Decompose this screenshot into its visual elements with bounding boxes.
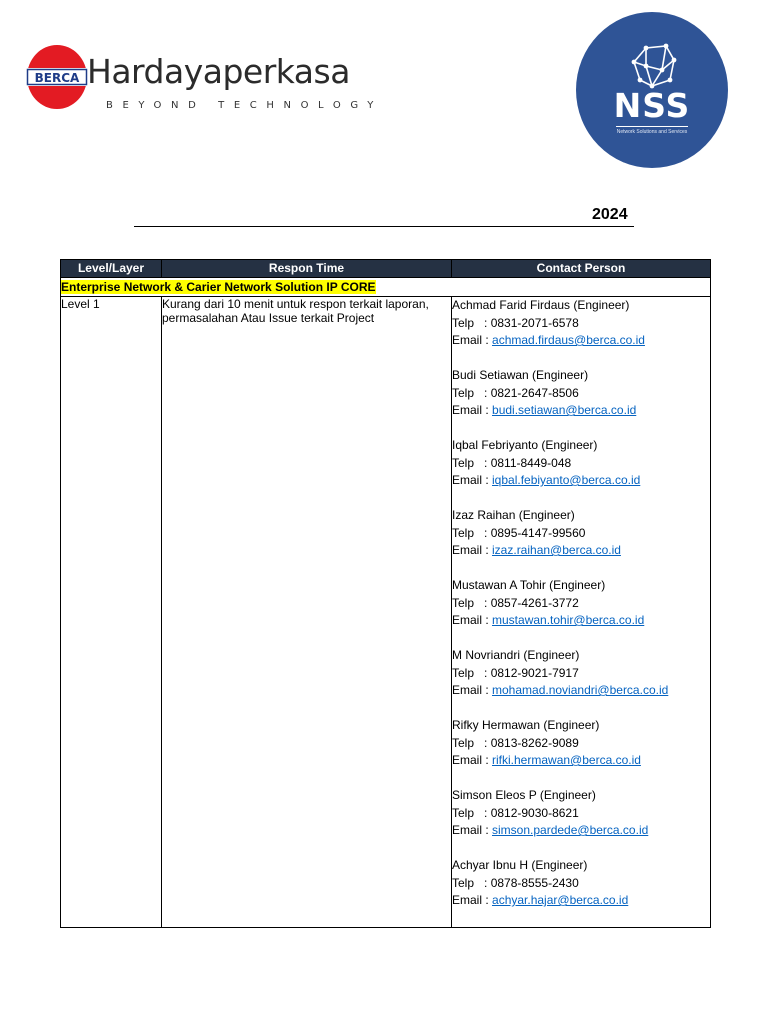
escalation-table [60,259,711,928]
contact-person [452,717,710,770]
contact-person [452,437,710,490]
phone-number: 0813-8262-9089 [490,735,579,750]
email-link[interactable]: achyar.hajar@berca.co.id [492,893,629,907]
company-tagline: BEYOND TECHNOLOGY [106,100,383,111]
phone-label: Telp : [452,385,491,400]
email-link[interactable]: iqbal.febiyanto@berca.co.id [492,473,641,487]
level-cell: Level 1 [61,297,162,928]
email-link[interactable]: simson.pardede@berca.co.id [492,823,649,837]
contact-name: Simson Eleos P (Engineer) [452,788,596,802]
contact-name: Rifky Hermawan (Engineer) [452,718,600,732]
contact-phone [452,455,710,473]
phone-label: Telp : [452,455,491,470]
section-row [61,278,711,297]
contact-phone [452,525,710,543]
email-label: Email : [452,893,493,907]
berca-badge-icon [26,44,88,110]
phone-number: 0878-8555-2430 [490,875,579,890]
email-label: Email : [452,753,493,767]
nss-divider [616,126,688,127]
contact-phone [452,595,710,613]
phone-label: Telp : [452,315,491,330]
email-link[interactable]: mohamad.noviandri@berca.co.id [492,683,669,697]
contact-person [452,367,710,420]
contact-phone [452,875,710,893]
table-row [61,297,711,928]
email-link[interactable]: budi.setiawan@berca.co.id [492,403,637,417]
contact-name: Budi Setiawan (Engineer) [452,368,589,382]
contact-email-line [452,822,710,840]
phone-label: Telp : [452,805,491,820]
contact-phone [452,315,710,333]
contact-phone [452,385,710,403]
contact-person [452,297,710,350]
email-link[interactable]: rifki.hermawan@berca.co.id [492,753,641,767]
contact-person [452,857,710,910]
contact-phone [452,735,710,753]
phone-number: 0811-8449-048 [490,455,572,470]
column-header-contact: Contact Person [452,260,711,278]
email-label: Email : [452,333,493,347]
contact-person [452,577,710,630]
contact-name: Mustawan A Tohir (Engineer) [452,578,606,592]
phone-number: 0812-9030-8621 [490,805,579,820]
phone-label: Telp : [452,595,491,610]
column-header-level: Level/Layer [61,260,162,278]
phone-number: 0857-4261-3772 [490,595,579,610]
phone-label: Telp : [452,525,491,540]
table-header-row [61,260,711,278]
contact-cell [452,297,711,928]
email-label: Email : [452,823,493,837]
phone-number: 0812-9021-7917 [490,665,579,680]
title-underline [134,226,634,227]
email-link[interactable]: achmad.firdaus@berca.co.id [492,333,645,347]
contact-email-line [452,472,710,490]
phone-number: 0831-2071-6578 [490,315,579,330]
email-link[interactable]: izaz.raihan@berca.co.id [492,543,621,557]
column-header-respon: Respon Time [162,260,452,278]
contact-email-line [452,332,710,350]
section-cell [61,278,711,297]
phone-number: 0895-4147-99560 [490,525,586,540]
document-year: 2024 [592,206,628,223]
berca-logo [24,42,383,122]
contact-name: Iqbal Febriyanto (Engineer) [452,438,598,452]
berca-badge-text: BERCA [34,71,80,85]
nss-subtitle: Network Solutions and Services [616,129,688,135]
section-title: Enterprise Network & Carier Network Solution IP CORE [61,280,376,294]
contact-person [452,787,710,840]
contact-email-line [452,752,710,770]
contact-name: Izaz Raihan (Engineer) [452,508,575,522]
contact-person [452,507,710,560]
contact-email-line [452,892,710,910]
email-label: Email : [452,683,493,697]
contact-name: M Novriandri (Engineer) [452,648,580,662]
contact-email-line [452,612,710,630]
contact-email-line [452,682,710,700]
contact-name: Achyar Ibnu H (Engineer) [452,858,588,872]
contact-phone [452,805,710,823]
contact-email-line [452,402,710,420]
network-graph-icon [626,42,680,92]
email-link[interactable]: mustawan.tohir@berca.co.id [492,613,645,627]
nss-wordmark: NSS [613,86,691,125]
email-label: Email : [452,613,493,627]
phone-label: Telp : [452,665,491,680]
contact-list [452,297,710,910]
contact-phone [452,665,710,683]
email-label: Email : [452,473,493,487]
respon-time-cell: Kurang dari 10 menit untuk respon terkait laporan, permasalahan Atau Issue terkait Project [162,297,452,928]
contact-person [452,647,710,700]
email-label: Email : [452,543,493,557]
nss-logo [576,12,728,168]
contact-name: Achmad Farid Firdaus (Engineer) [452,298,630,312]
phone-number: 0821-2647-8506 [490,385,579,400]
email-label: Email : [452,403,493,417]
company-name: Hardayaperkasa [87,52,350,91]
phone-label: Telp : [452,875,491,890]
phone-label: Telp : [452,735,491,750]
contact-email-line [452,542,710,560]
